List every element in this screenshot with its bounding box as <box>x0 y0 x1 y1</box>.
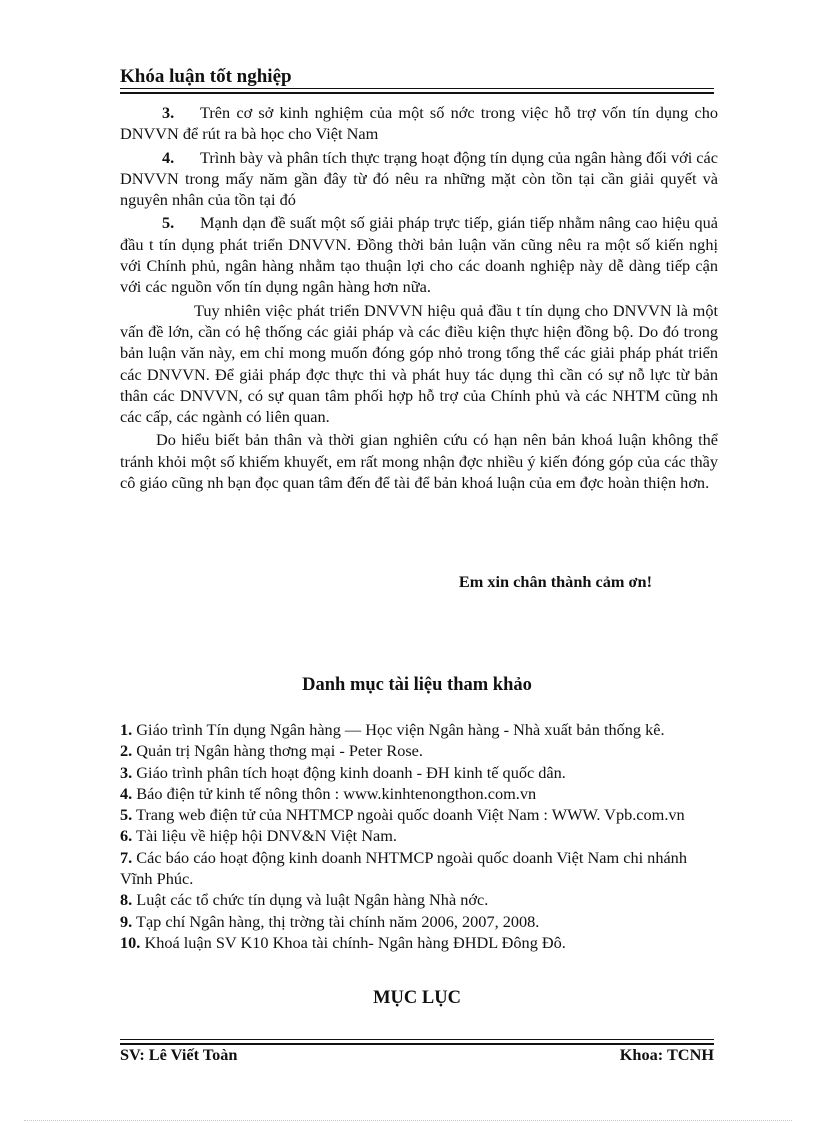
reference-number: 4. <box>120 783 133 803</box>
paragraph-item-3 <box>120 102 718 145</box>
paragraph-number: 3. <box>162 103 175 122</box>
thanks-line: Em xin chân thành cảm ơn! <box>458 572 652 591</box>
reference-text: Báo điện tử kinh tế nông thôn : www.kinhtenongthon.com.vn <box>136 783 537 803</box>
reference-item <box>120 847 710 890</box>
reference-number: 7. <box>120 847 133 867</box>
page-bottom-edge <box>24 1120 792 1121</box>
reference-number: 5. <box>120 805 133 825</box>
reference-number: 6. <box>120 826 133 846</box>
reference-number: 2. <box>120 741 133 761</box>
header-divider <box>120 88 714 94</box>
body-text <box>120 102 718 495</box>
reference-number: 9. <box>120 911 133 931</box>
reference-number: 10. <box>120 932 141 952</box>
reference-item <box>120 889 710 910</box>
paragraph-text: Trình bày và phân tích thực trạng hoạt động tín dụng của ngân hàng đối với các DNVVN trong mấy năm gần đây từ đó nêu ra những mặt còn tồn tại cần giải quyết và nguyên nhân của tồn tại đó <box>120 147 718 210</box>
reference-item <box>120 740 710 761</box>
reference-item <box>120 932 710 953</box>
reference-text: Trang web điện tử của NHTMCP ngoài quốc doanh Việt Nam : WWW. Vpb.com.vn <box>136 805 685 825</box>
reference-item <box>120 719 710 740</box>
table-of-contents-title: MỤC LỤC <box>373 988 461 1008</box>
paragraph-number: 4. <box>162 147 175 167</box>
reference-item <box>120 762 710 783</box>
footer-student-name: SV: Lê Viết Toàn <box>120 1045 238 1064</box>
reference-text: Tài liệu về hiệp hội DNV&N Việt Nam. <box>136 826 397 846</box>
reference-item <box>120 783 710 804</box>
reference-item <box>120 911 710 932</box>
reference-text: Quản trị Ngân hàng thơng mại - Peter Rose. <box>136 741 423 761</box>
reference-text: Luật các tổ chức tín dụng và luật Ngân hàng Nhà nớc. <box>136 890 489 910</box>
reference-text: Tạp chí Ngân hàng, thị trờng tài chính năm 2006, 2007, 2008. <box>136 911 540 931</box>
reference-text: Khoá luận SV K10 Khoa tài chính- Ngân hàng ĐHDL Đông Đô. <box>144 932 566 952</box>
paragraph-text: Mạnh dạn đề suất một số giải pháp trực tiếp, gián tiếp nhằm nâng cao hiệu quả đầu t tín dụng phát triển DNVVN. Đồng thời bản luận văn cũng nêu ra một số kiến nghị với Chính phủ, ngân hàng nhằm tạo thuận lợi cho các doanh nghiệp này dễ dàng tiếp cận với các nguồn vốn tín dụng ngân hàng hơn nữa. <box>120 213 718 297</box>
references-title: Danh mục tài liệu tham khảo <box>302 675 532 695</box>
paragraph-item-5 <box>120 212 718 297</box>
reference-text: Giáo trình phân tích hoạt động kinh doanh - ĐH kinh tế quốc dân. <box>136 762 566 782</box>
reference-item <box>120 804 710 825</box>
paragraph-text: Trên cơ sở kinh nghiệm của một số nớc trong việc hỗ trợ vốn tín dụng cho DNVVN để rút ra bà học cho Việt Nam <box>120 103 718 144</box>
reference-number: 3. <box>120 762 133 782</box>
paragraph-limitations: Tuy nhiên việc phát triển DNVVN hiệu quả đầu t tín dụng cho DNVVN là một vấn đề lớn, cần có hệ thống các giải pháp và các điều kiện thực hiện đồng bộ. Do đó trong bản luận văn này, em chỉ mong muốn đóng góp nhỏ trong tổng thể các giải pháp phát triển các DNVVN. Để giải pháp đợc thực thi và phát huy tác dụng thì cần có sự nỗ lực từ bản thân các DNVVN, có sự quan tâm phối hợp hỗ trợ của Chính phủ và các NHTM cũng nh các cấp, các ngành có liên quan. <box>120 300 718 427</box>
paragraph-item-4 <box>120 147 718 211</box>
reference-number: 8. <box>120 890 133 910</box>
page-header-title: Khóa luận tốt nghiệp <box>120 66 292 87</box>
reference-number: 1. <box>120 720 133 739</box>
reference-text: Các báo cáo hoạt động kinh doanh NHTMCP ngoài quốc doanh Việt Nam chi nhánh Vĩnh Phúc. <box>120 847 687 889</box>
reference-text: Giáo trình Tín dụng Ngân hàng — Học viện Ngân hàng - Nhà xuất bản thống kê. <box>136 720 665 739</box>
paragraph-closing: Do hiểu biết bản thân và thời gian nghiên cứu có hạn nên bản khoá luận không thể tránh khỏi một số khiếm khuyết, em rất mong nhận đợc nhiều ý kiến đóng góp của các thầy cô giáo cũng nh bạn đọc quan tâm đến để tài để bản khoá luận của em đợc hoàn thiện hơn. <box>120 430 718 493</box>
paragraph-number: 5. <box>162 213 175 233</box>
footer-faculty: Khoa: TCNH <box>619 1045 714 1064</box>
reference-item <box>120 825 710 846</box>
references-list <box>120 719 710 953</box>
